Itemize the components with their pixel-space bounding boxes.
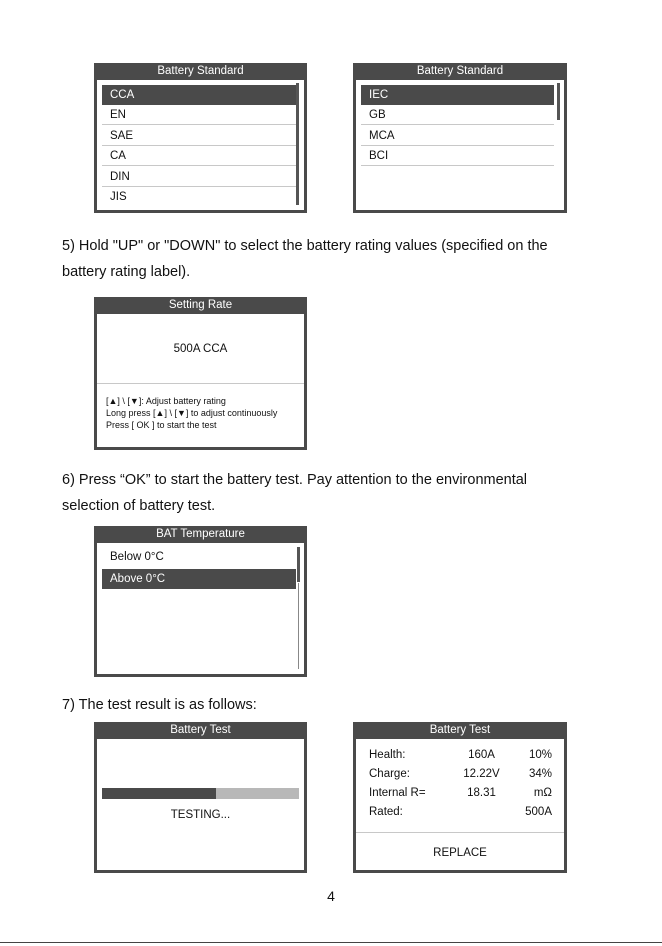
bat-temperature-screen: [94, 526, 307, 677]
charge-percent: 34%: [528, 768, 552, 780]
test-verdict: REPLACE: [433, 847, 487, 859]
setting-rate-body: [97, 314, 304, 447]
step-6-line-2: selection of battery test.: [62, 498, 216, 514]
standard-list: [356, 80, 564, 210]
list-item-sae[interactable]: SAE: [102, 126, 296, 146]
list-item-ca[interactable]: CA: [102, 146, 296, 166]
list-item-iec[interactable]: IEC: [361, 85, 554, 105]
battery-standard-screen-2: [353, 63, 567, 213]
list-item-en[interactable]: EN: [102, 105, 296, 125]
footer-rule: [0, 942, 662, 943]
result-body: [356, 739, 564, 870]
testing-status: TESTING...: [170, 809, 231, 821]
screen-title: Battery Standard: [157, 65, 244, 77]
standard-list: [97, 80, 304, 210]
step-5-line-2: battery rating label).: [62, 264, 191, 280]
health-value: 160A: [468, 749, 495, 761]
screen-title: Battery Test: [429, 724, 491, 736]
list-item-mca[interactable]: MCA: [361, 126, 554, 146]
screen-title: BAT Temperature: [156, 528, 245, 540]
scrollbar[interactable]: [297, 547, 300, 582]
divider: [356, 832, 564, 833]
progress-fill: [102, 788, 216, 799]
rating-value: 500A CCA: [173, 343, 228, 355]
health-percent: 10%: [528, 749, 552, 761]
help-line-1: [▲] \ [▼]: Adjust battery rating: [106, 396, 226, 406]
screen-title: Setting Rate: [168, 299, 233, 311]
step-6-line-1: 6) Press “OK” to start the battery test. Pay attention to the environmental: [62, 472, 528, 488]
step-5-line-1: 5) Hold "UP" or "DOWN" to select the battery rating values (specified on the: [62, 238, 548, 254]
health-label: Health:: [369, 749, 406, 761]
divider: [97, 383, 304, 384]
list-item-above-0c[interactable]: Above 0°C: [102, 569, 296, 589]
scrollbar[interactable]: [296, 83, 299, 205]
testing-body: [97, 739, 304, 870]
setting-rate-screen: [94, 297, 307, 450]
battery-testing-screen: [94, 722, 307, 873]
page-number: 4: [327, 888, 335, 904]
screen-title: Battery Standard: [416, 65, 504, 77]
result-row-health: [356, 749, 564, 765]
charge-label: Charge:: [369, 768, 410, 780]
progress-bar: [102, 788, 299, 799]
charge-value: 12.22V: [463, 768, 500, 780]
list-item-gb[interactable]: GB: [361, 105, 554, 125]
battery-result-screen: [353, 722, 567, 873]
rated-label: Rated:: [369, 806, 403, 818]
scroll-track: [298, 583, 299, 669]
scrollbar[interactable]: [557, 83, 560, 120]
internal-r-value: 18.31: [467, 787, 496, 799]
result-row-charge: [356, 768, 564, 784]
list-item-din[interactable]: DIN: [102, 167, 296, 187]
list-item-bci[interactable]: BCI: [361, 146, 554, 166]
battery-standard-screen-1: [94, 63, 307, 213]
result-row-internal-r: [356, 787, 564, 803]
rated-amps: 500A: [525, 806, 552, 818]
list-item-cca[interactable]: CCA: [102, 85, 296, 105]
internal-r-label: Internal R=: [369, 787, 426, 799]
screen-title: Battery Test: [170, 724, 231, 736]
list-item-below-0c[interactable]: Below 0°C: [110, 551, 164, 563]
step-7-line-1: 7) The test result is as follows:: [62, 697, 257, 713]
internal-r-unit: mΩ: [533, 787, 552, 799]
help-line-2: Long press [▲] \ [▼] to adjust continuously: [106, 408, 278, 418]
list-item-jis[interactable]: JIS: [110, 191, 127, 203]
temperature-list: [97, 543, 304, 674]
result-row-rated: [356, 806, 564, 822]
help-line-3: Press [ OK ] to start the test: [106, 420, 217, 430]
